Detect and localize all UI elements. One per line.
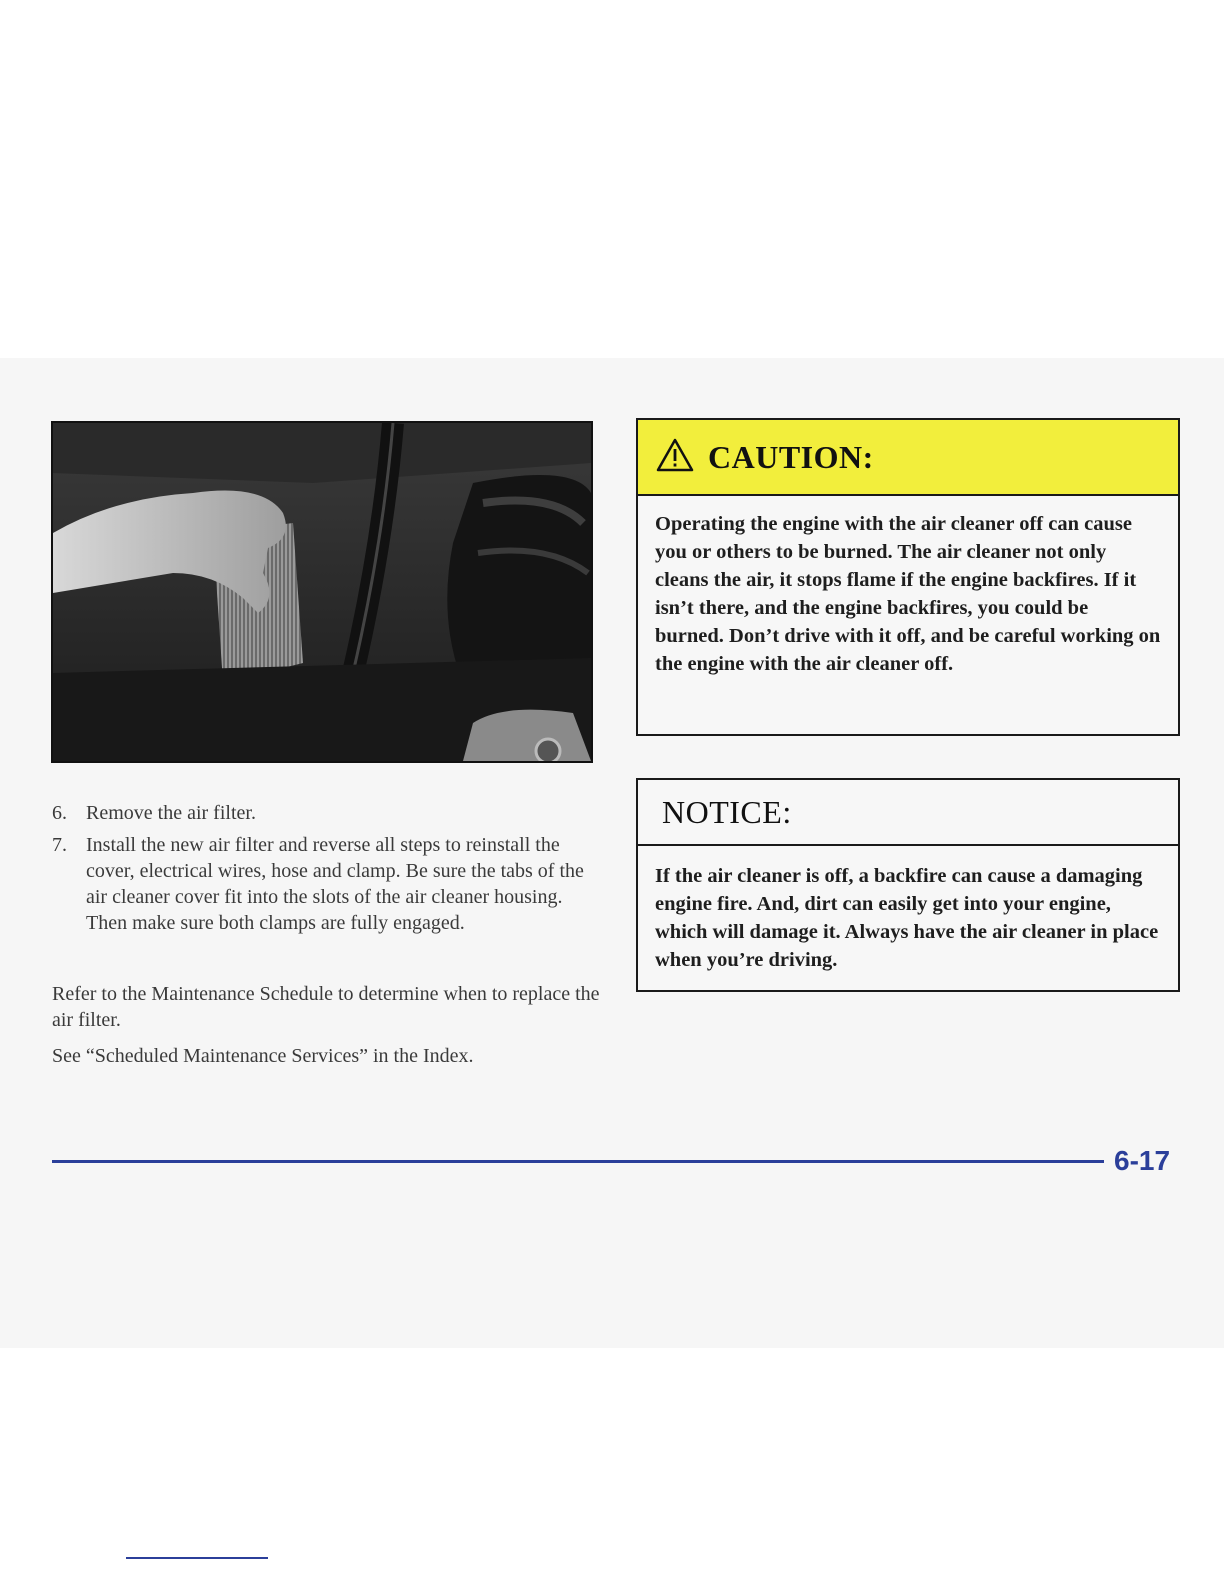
step-number: 7. <box>52 834 67 856</box>
index-reference-paragraph: See “Scheduled Maintenance Services” in the Index. <box>52 1045 474 1067</box>
warning-triangle-icon <box>656 438 694 477</box>
step-text: Install the new air filter and reverse all steps to reinstall the cover, electrical wires, hose and clamp. Be sure the tabs of the air cleaner cover fit into the slots of the air cleaner housing. Then make sure both clamps are fully engaged. <box>86 834 584 934</box>
engine-bay-illustration <box>53 423 591 761</box>
step-item <box>52 800 600 826</box>
step-text: Remove the air filter. <box>86 802 256 824</box>
caution-body: Operating the engine with the air cleaner off can cause you or others to be burned. The air cleaner not only cleans the air, it stops flame if the engine backfires. If it isn’t there, and the engine backfires, you could be burned. Don’t drive with it off, and be careful working on the engine with the air cleaner off. <box>655 513 1161 675</box>
notice-header <box>638 780 1178 846</box>
step-item <box>52 832 600 936</box>
notice-body: If the air cleaner is off, a backfire can cause a damaging engine fire. And, dirt can easily get into your engine, which will damage it. Always have the air cleaner in place when you’re driving. <box>655 865 1159 971</box>
notice-box <box>636 778 1180 992</box>
step-number: 6. <box>52 802 67 824</box>
bottom-mark-line <box>126 1557 268 1559</box>
caution-header <box>638 420 1178 496</box>
maintenance-schedule-paragraph: Refer to the Maintenance Schedule to determine when to replace the air filter. <box>52 983 600 1031</box>
notice-title: NOTICE: <box>662 793 792 830</box>
footer-rule <box>52 1160 1104 1163</box>
caution-box <box>636 418 1180 736</box>
step-list <box>52 800 600 942</box>
page-number: 6-17 <box>1114 1145 1171 1176</box>
air-filter-photo <box>51 421 593 763</box>
caution-title: CAUTION: <box>708 438 874 475</box>
